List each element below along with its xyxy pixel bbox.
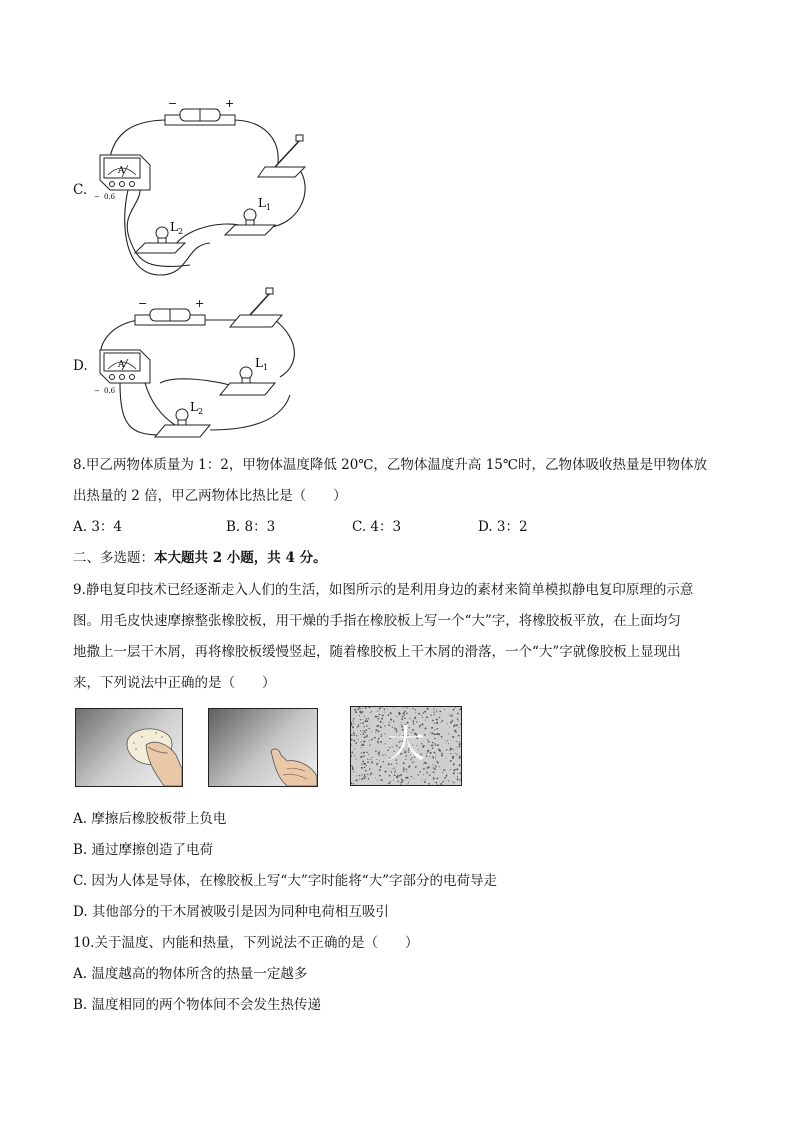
q8-stem-line2: 出热量的 2 倍，甲乙两物体比热比是（ ） xyxy=(73,488,347,504)
option-c-label: C. xyxy=(73,182,88,198)
ammeter-scale-label: 0.6 xyxy=(104,387,116,395)
section2-desc-c: 分。 xyxy=(294,550,327,566)
q9-stem-line1: 9.静电复印技术已经逐渐走入人们的生活，如图所示的是利用身边的素材来简单模拟静电复印原理的示意 xyxy=(73,582,694,598)
q8-option-a: A. 3：4 xyxy=(73,519,123,535)
battery-minus-label: − xyxy=(138,297,148,310)
q8-option-b: B. 8：3 xyxy=(226,519,276,535)
battery xyxy=(135,309,205,325)
ammeter xyxy=(100,350,150,383)
section2-prefix: 二、多选题： xyxy=(73,550,154,566)
q9-stem-line3: 地撒上一层干木屑，再将橡胶板缓慢竖起，随着橡胶板上干木屑的滑落，一个“大”字就像胶板上显现出 xyxy=(73,644,681,660)
lamp-l1-label: L xyxy=(258,196,266,210)
battery-plus-label: + xyxy=(225,97,235,110)
wire xyxy=(270,170,305,227)
lamp-l2-label: L xyxy=(190,400,198,414)
wire xyxy=(120,383,160,435)
lamp-l2-subscript: 2 xyxy=(178,227,184,236)
q10-stem: 10.关于温度、内能和热量，下列说法不正确的是（ ） xyxy=(73,935,419,951)
q9-stem-line4: 来，下列说法中正确的是（ ） xyxy=(73,675,276,691)
section2-count: 2 xyxy=(212,550,223,566)
figure-panel-sawdust xyxy=(350,706,462,786)
wire xyxy=(210,395,290,430)
circuit-diagram-d xyxy=(90,285,320,445)
lamp-l2-label: L xyxy=(170,220,178,234)
q8-option-d: D. 3：2 xyxy=(478,519,528,535)
q9-option-b: B. 通过摩擦创造了电荷 xyxy=(73,842,214,858)
figure-panel-rubbing xyxy=(75,708,183,787)
figure-char: 大 xyxy=(386,722,425,766)
wire xyxy=(275,320,294,377)
section2-desc-a: 本大题共 xyxy=(154,550,213,566)
ammeter-scale-label: 0.6 xyxy=(104,193,116,201)
lamp-l1-label: L xyxy=(255,356,263,370)
battery-minus-label: − xyxy=(168,97,178,110)
wire xyxy=(160,379,230,385)
ammeter-minus-label: − xyxy=(94,387,100,395)
q9-option-c: C. 因为人体是导体，在橡胶板上写“大”字时能将“大”字部分的电荷导走 xyxy=(73,873,498,889)
battery-plus-label: + xyxy=(195,297,205,310)
section2-score: 4 xyxy=(285,550,295,566)
wire xyxy=(232,120,278,163)
q10-option-a: A. 温度越高的物体所含的热量一定越多 xyxy=(73,966,308,982)
finger-hand-icon xyxy=(209,709,317,786)
ammeter xyxy=(100,155,150,190)
figure-panel-writing xyxy=(208,708,318,787)
switch xyxy=(258,135,305,177)
lamp-l2-subscript: 2 xyxy=(198,407,204,416)
lamp-l1-subscript: 1 xyxy=(266,203,272,212)
ammeter-minus-label: − xyxy=(94,193,100,201)
q10-option-b: B. 温度相同的两个物体间不会发生热传递 xyxy=(73,997,322,1013)
option-d-label: D. xyxy=(73,358,88,374)
ammeter-label: A xyxy=(118,166,125,176)
q8-option-c: C. 4：3 xyxy=(352,519,402,535)
q9-option-d: D. 其他部分的干木屑被吸引是因为同种电荷相互吸引 xyxy=(73,904,389,920)
circuit-diagram-c xyxy=(90,95,320,285)
battery xyxy=(165,109,235,125)
fur-hand-icon xyxy=(76,709,182,786)
lamp-l1-subscript: 1 xyxy=(263,363,269,372)
lamp-l1 xyxy=(225,209,275,235)
wire xyxy=(145,383,175,425)
ammeter-label: A xyxy=(118,360,125,370)
section2-desc-b: 小题，共 xyxy=(222,550,286,566)
wire xyxy=(110,120,168,157)
q8-stem-line1: 8.甲乙两物体质量为 1：2，甲物体温度降低 20℃，乙物体温度升高 15℃时，乙物体吸收热量是甲物体放 xyxy=(73,457,707,473)
q9-stem-line2: 图。用毛皮快速摩擦整张橡胶板，用干燥的手指在橡胶板上写一个“大”字，将橡胶板平放，在上面均匀 xyxy=(73,613,681,629)
section2-heading xyxy=(73,548,327,568)
q9-option-a: A. 摩擦后橡胶板带上负电 xyxy=(73,811,227,827)
switch xyxy=(230,288,282,327)
